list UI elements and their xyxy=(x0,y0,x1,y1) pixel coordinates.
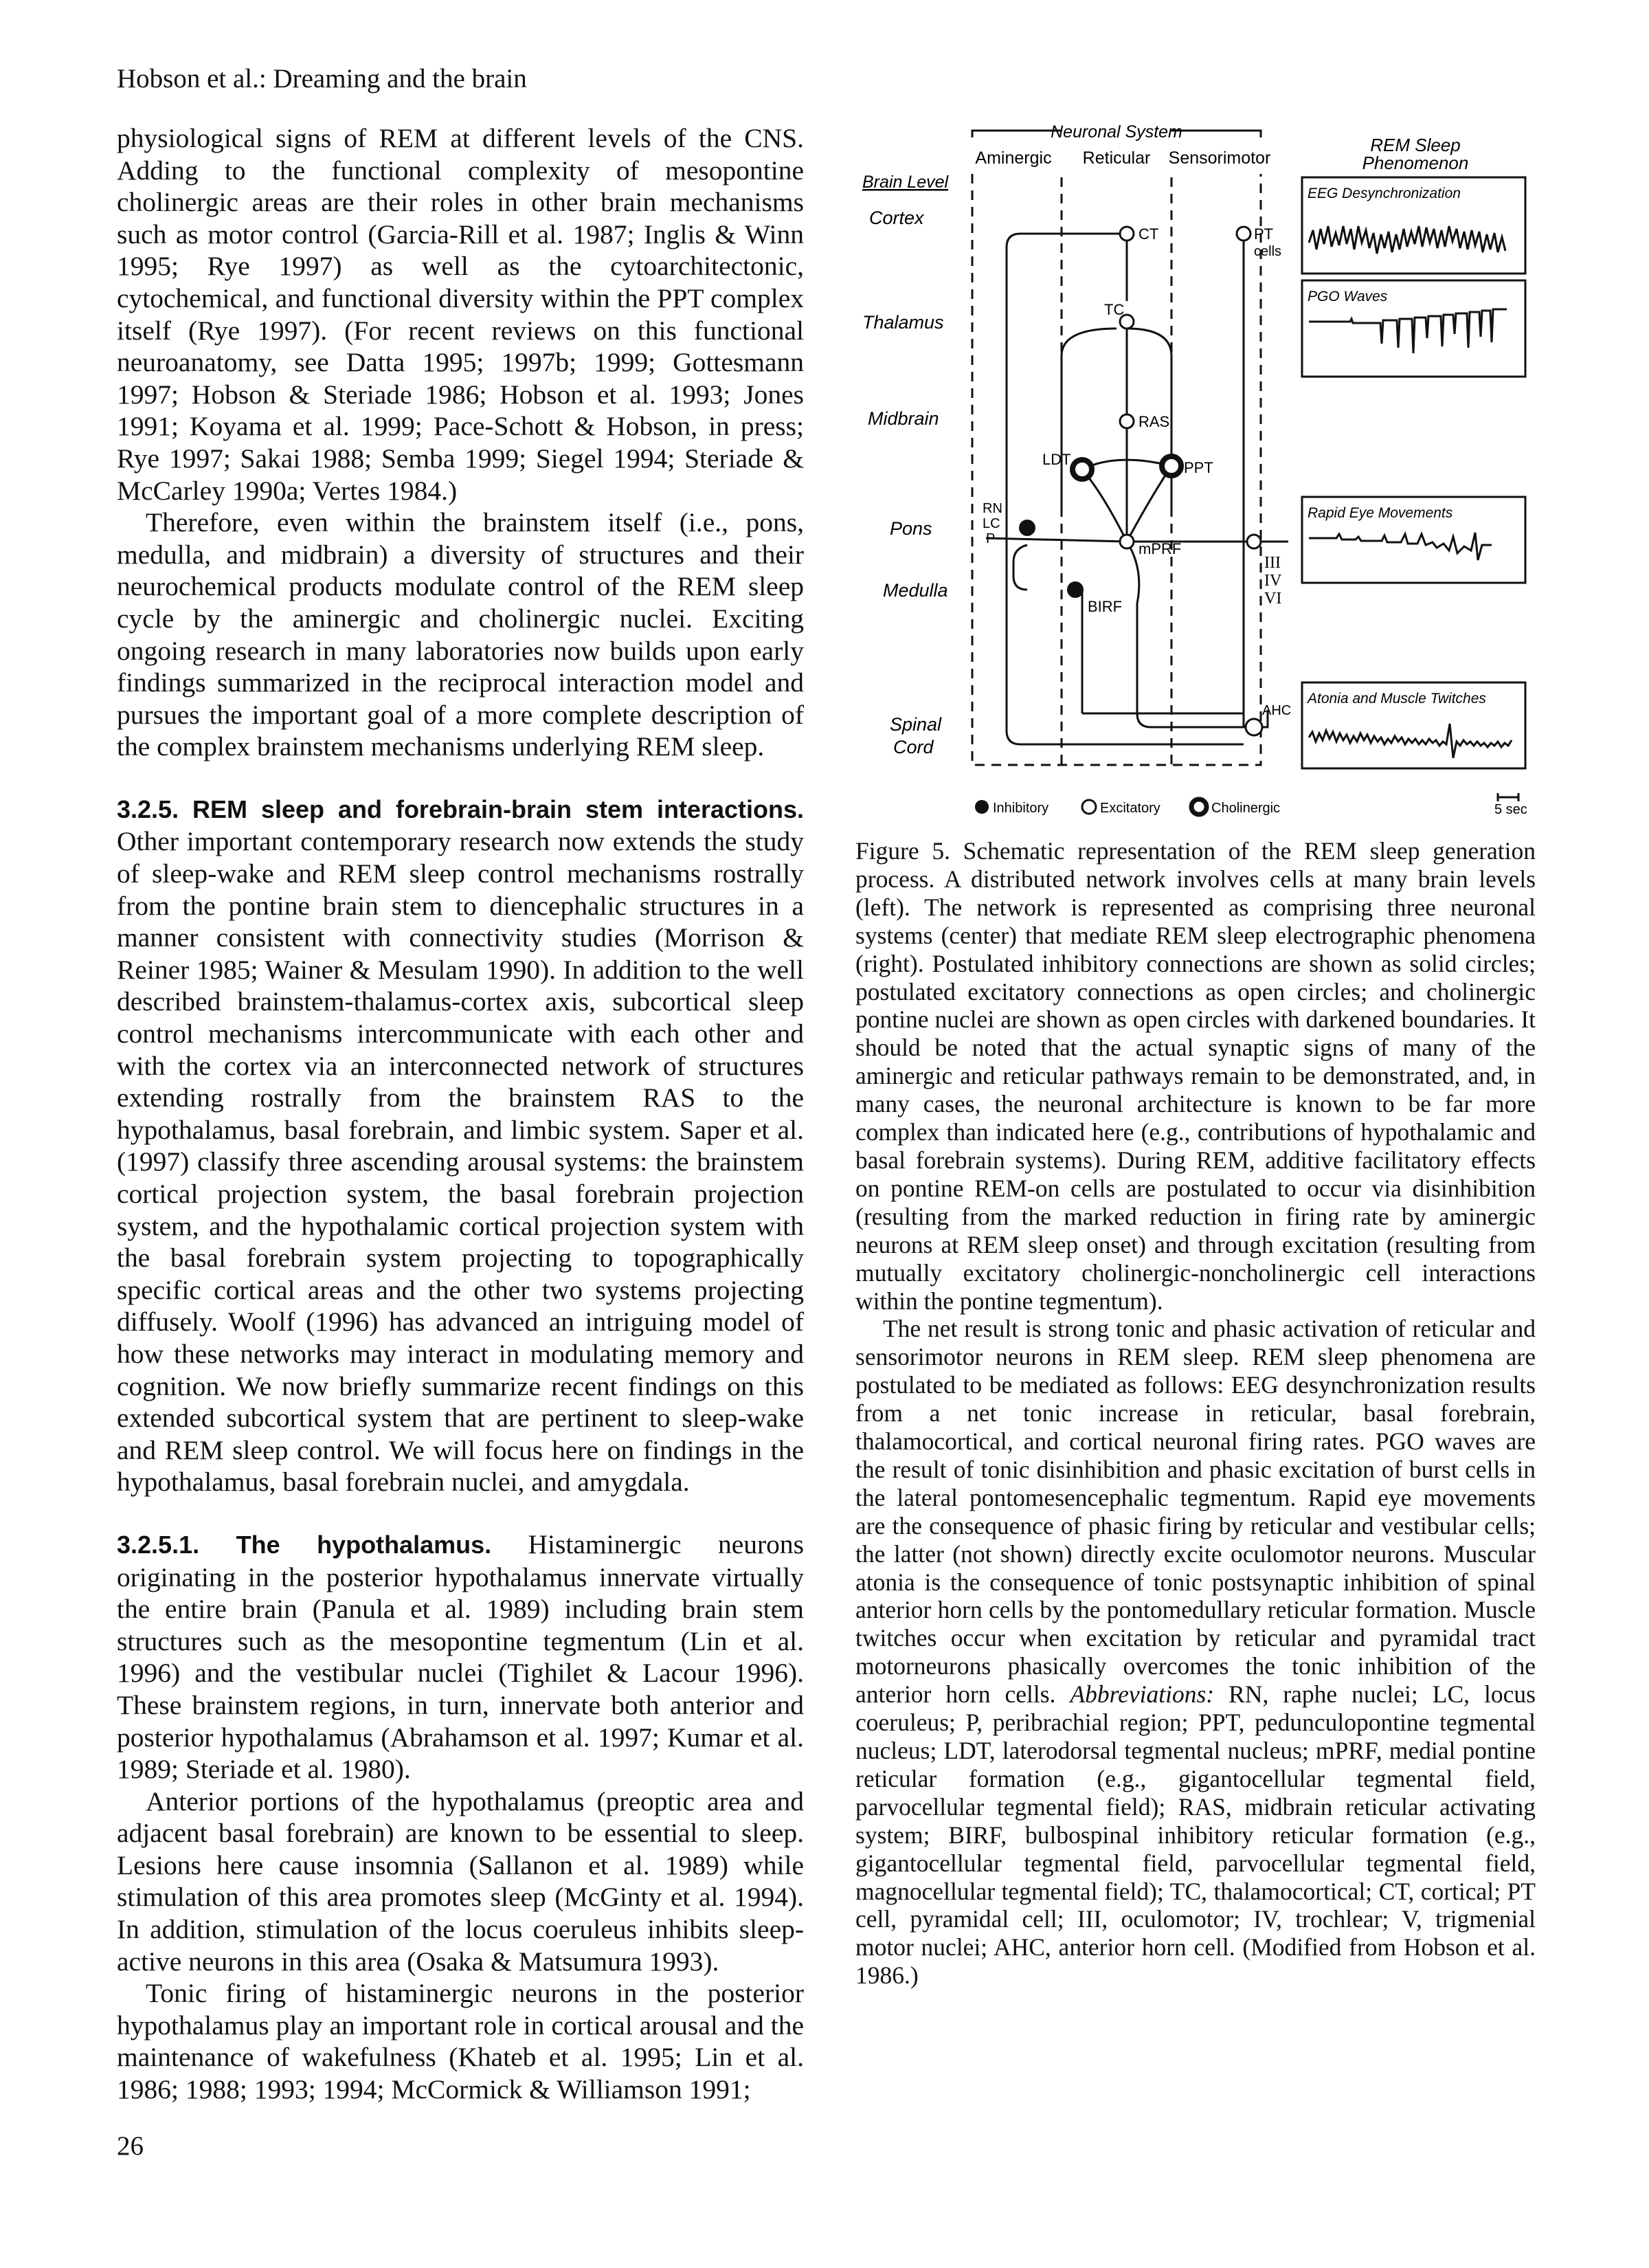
ct-node xyxy=(1120,227,1134,241)
panel-eeg xyxy=(1302,177,1525,274)
rem-title-line2: Phenomenon xyxy=(1362,153,1469,173)
panel-atonia xyxy=(1302,682,1525,768)
rn-label: RN xyxy=(983,501,1002,516)
birf-label: BIRF xyxy=(1088,598,1123,615)
running-head: Hobson et al.: Dreaming and the brain xyxy=(117,64,527,93)
legend-inhibitory-icon xyxy=(975,800,989,814)
tc-left-branch xyxy=(1062,329,1117,507)
ldt-node xyxy=(1073,460,1092,479)
section-heading: 3.2.5. REM sleep and forebrain-brain stem interactions. xyxy=(117,794,804,823)
birf-descending xyxy=(1075,590,1082,713)
legend-inhibitory: Inhibitory xyxy=(993,801,1049,816)
ppt-node xyxy=(1162,456,1181,476)
panel-pgo xyxy=(1302,280,1525,377)
birf-loop xyxy=(1013,545,1027,590)
vi-label: VI xyxy=(1264,590,1282,608)
panel-rem xyxy=(1302,497,1525,583)
ldt-mprf xyxy=(1082,469,1127,542)
legend-excitatory-icon xyxy=(1082,800,1096,814)
panel-rem-label: Rapid Eye Movements xyxy=(1308,505,1453,521)
paragraph: Tonic firing of histaminergic neurons in the posterior hypothalamus play an important role in cortical arousal and the maintenance of wakefulness (Khateb et al. 1995; Lin et al. 1986; 1988; 1993; 1994; McCormick & Williamson 1991; xyxy=(117,1978,804,2105)
ahc-node xyxy=(1246,719,1262,735)
mprf-ahc xyxy=(1127,542,1244,727)
birf-node xyxy=(1067,581,1084,598)
column-reticular: Reticular xyxy=(1082,148,1151,168)
mprf-node xyxy=(1120,535,1134,548)
legend-cholinergic: Cholinergic xyxy=(1211,801,1281,816)
neuronal-system-label: Neuronal System xyxy=(1051,122,1182,142)
level-thalamus: Thalamus xyxy=(862,312,944,333)
page-number: 26 xyxy=(117,2131,144,2161)
ras-node xyxy=(1120,414,1134,428)
paragraph: Anterior portions of the hypothalamus (preoptic area and adjacent basal forebrain) are known to be essential to sleep. Lesions here cause insomnia (Sallanon et al. 1989) while stimulation of this area promotes sleep (McGinty et al. 1994). In addition, stimulation of the locus coeruleus inhibits sleep-active neurons in this area (Osaka & Matsumura 1993). xyxy=(117,1786,804,1977)
paragraph xyxy=(855,1315,1536,1990)
level-midbrain: Midbrain xyxy=(868,408,939,429)
motor-node xyxy=(1247,535,1261,548)
paragraph: physiological signs of REM at different levels of the CNS. Adding to the functional complexity of mesopontine cholinergic areas are their roles in other brain mechanisms such as motor control (Garcia-Rill et al. 1987; Inglis & Winn 1995; Rye 1997) as well as the cytoarchitectonic, cytochemical, and functional diversity within the PPT complex itself (Rye 1997). (For recent reviews on this functional neuroanatomy, see Datta 1995; 1997b; 1999; Gottesmann 1997; Hobson & Steriade 1986; Hobson et al. 1993; Jones 1991; Koyama et al. 1999; Pace-Schott & Hobson, in press; Rye 1997; Sakai 1988; Semba 1999; Siegel 1994; Steriade & McCarley 1990a; Vertes 1984.) xyxy=(117,123,804,506)
ppt-label: PPT xyxy=(1184,459,1213,476)
panel-pgo-label: PGO Waves xyxy=(1308,289,1388,304)
scale-label: 5 sec xyxy=(1494,802,1527,817)
system-boundary xyxy=(972,174,1261,765)
rem-title-line1: REM Sleep xyxy=(1370,135,1461,155)
iv-label: IV xyxy=(1264,572,1282,590)
panel-atonia-label: Atonia and Muscle Twitches xyxy=(1308,691,1486,707)
iii-label: III xyxy=(1264,554,1281,572)
figure-caption: Figure 5. Schematic representation of the REM sleep generation process. A distributed network involves cells at many brain levels (left). The network is represented as comprising three neuronal systems (center) that mediate REM sleep electrographic phenomena (right). Postulated inhibitory connections are shown as solid circles; postulated excitatory connections as open circles; and cholinergic pontine nuclei are shown as open circles with darkened boundaries. It should be noted that the actual synaptic signs of many of the aminergic and reticular pathways remain to be demonstrated, and, in many cases, the neuronal architecture is known to be far more complex than indicated here (e.g., contributions of hypothalamic and basal forebrain systems). During REM, additive facilitatory effects on pontine REM-on cells are postulated to occur via disinhibition (resulting from the marked reduction in firing rate by aminergic neurons at REM sleep onset) and through excitation (resulting from mutually excitatory cholinergic-noncholinergic cell interactions within the pontine tegmentum). xyxy=(855,837,1536,1315)
paragraph: Other important contemporary research now extends the study of sleep-wake and REM sleep control mechanisms rostrally from the pontine brain stem to diencephalic structures in a manner consistent with connectivity studies (Morrison & Reiner 1985; Wainer & Mesulam 1990). In addition to the well described brainstem-thalamus-cortex axis, subcortical sleep control mechanisms intercommunicate with each other and with the cortex via an interconnected network of structures extending rostrally from the brainstem RAS to the hypothalamus, basal forebrain, and limbic system. Saper et al. (1997) classify three ascending arousal systems: the brainstem cortical projection system, the basal forebrain projection system, and the hypothalamic cortical projection system with the basal forebrain system projecting to topographically specific cortical areas and the other two systems projecting diffusely. Woolf (1996) has advanced an intriguing model of how these networks may interact in modulating memory and cognition. We now briefly summarize recent findings on this extended subcortical system that are pertinent to sleep-wake and REM sleep control. We will focus here on findings in the hypothalamus, basal forebrain nuclei, and amygdala. xyxy=(117,826,804,1498)
pons-horizontal xyxy=(986,538,1244,542)
legend-cholinergic-icon xyxy=(1191,799,1207,814)
level-spinal: Spinal xyxy=(890,714,942,735)
level-cortex: Cortex xyxy=(869,208,924,228)
pt-label: PT xyxy=(1254,225,1274,243)
level-cord: Cord xyxy=(893,737,934,757)
aminergic-trunk xyxy=(1007,234,1244,744)
column-aminergic: Aminergic xyxy=(975,148,1052,168)
left-column xyxy=(117,122,804,2106)
p-label: P xyxy=(986,531,996,546)
ct-label: CT xyxy=(1138,225,1159,243)
level-medulla: Medulla xyxy=(883,580,948,601)
panel-eeg-label: EEG Desynchronization xyxy=(1308,186,1461,201)
scale-bar xyxy=(1498,793,1518,801)
right-column xyxy=(855,837,1536,1990)
abbreviations-label: Abbreviations: xyxy=(1070,1680,1215,1709)
level-pons: Pons xyxy=(890,518,932,539)
legend-excitatory: Excitatory xyxy=(1100,801,1160,816)
ahc-label: AHC xyxy=(1262,703,1292,718)
tc-label: TC xyxy=(1104,301,1125,318)
section-heading: 3.2.5.1. The hypothalamus. xyxy=(117,1530,492,1559)
figure-5 xyxy=(855,122,1536,823)
ldt-label: LDT xyxy=(1042,451,1071,468)
paragraph: Histaminergic neurons originating in the posterior hypothalamus innervate virtually the entire brain (Panula et al. 1989) including brain stem structures such as the mesopontine tegmentum (Lin et al. 1996) and the vestibular nuclei (Tighilet & Lacour 1996). These brainstem regions, in turn, innervate both anterior and posterior hypothalamus (Abrahamson et al. 1997; Kumar et al. 1989; Steriade et al. 1980). xyxy=(117,1528,804,1785)
mprf-label: mPRF xyxy=(1138,540,1182,557)
ras-label: RAS xyxy=(1138,413,1170,430)
lc-label: LC xyxy=(983,516,1000,531)
pt-cells-label: cells xyxy=(1254,244,1282,259)
abbreviations-text: RN, raphe nuclei; LC, locus coeruleus; P, peribrachial region; PPT, pedunculopontine tegmental nucleus; LDT, laterodorsal tegmental nucleus; mPRF, medial pontine reticular formation (e.g., gigantocellular tegmental field, parvocellular tegmental field); RAS, midbrain reticular activating system; BIRF, bulbospinal inhibitory reticular formation (e.g., gigantocellular tegmental field, parvocellular tegmental field, magnocellular tegmental field); TC, thalamocortical; CT, cortical; PT cell, pyramidal cell; III, oculomotor; IV, trochlear; V, trigmenial motor nuclei; AHC, anterior horn cell. (Modified from Hobson et al. 1986.) xyxy=(855,1680,1536,1990)
brain-level-label: Brain Level xyxy=(862,173,949,192)
ppt-mprf xyxy=(1127,466,1171,542)
paragraph: Therefore, even within the brainstem itself (i.e., pons, medulla, and midbrain) a diversity of structures and their neurochemical products modulate control of the REM sleep cycle by the aminergic and cholinergic nuclei. Exciting ongoing research in many laboratories now builds upon early findings summarized in the reciprocal interaction model and pursues the important goal of a more complete description of the complex brainstem mechanisms underlying REM sleep. xyxy=(117,507,804,762)
figure-5-diagram xyxy=(855,122,1536,823)
paragraph-text: The net result is strong tonic and phasic activation of reticular and sensorimotor neurons in REM sleep. REM sleep phenomena are postulated to be mediated as follows: EEG desynchronization results from a net tonic increase in reticular, basal forebrain, thalamocortical, and cortical neuronal firing rates. PGO waves are the result of tonic disinhibition and phasic excitation of burst cells in the lateral pontomesencephalic tegmentum. Rapid eye movements are the consequence of phasic firing by reticular and vestibular cells; the latter (not shown) directly excite oculomotor neurons. Muscular atonia is the consequence of tonic postsynaptic inhibition of spinal anterior horn cells by the pontomedullary reticular formation. Muscle twitches occur when excitation by reticular and pyramidal tract motorneurons phasically overcomes the tonic inhibition of the anterior horn cells. xyxy=(855,1315,1536,1709)
aminergic-node xyxy=(1019,520,1035,536)
pt-node xyxy=(1237,227,1250,241)
column-sensorimotor: Sensorimotor xyxy=(1168,148,1271,168)
